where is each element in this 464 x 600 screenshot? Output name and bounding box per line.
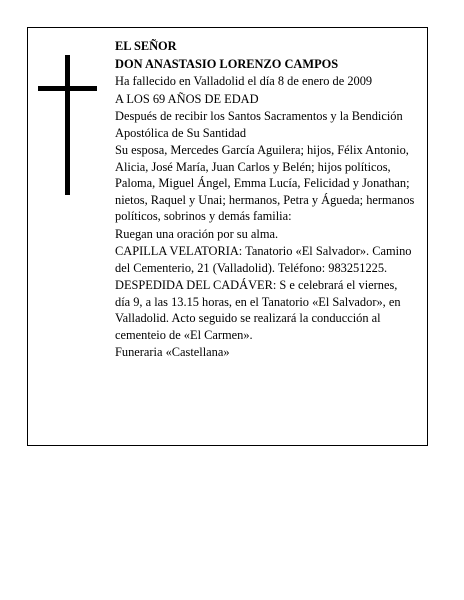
cross-horizontal-bar xyxy=(38,86,97,91)
cross-vertical-bar xyxy=(65,55,70,195)
obituary-text xyxy=(115,38,415,362)
honorific-title: EL SEÑOR xyxy=(115,39,177,53)
chapel-info: CAPILLA VELATORIA: Tanatorio «El Salvador». Camino del Cementerio, 21 (Valladolid). Teléfono: 983251225. xyxy=(115,244,412,275)
age-line: A LOS 69 AÑOS DE EDAD xyxy=(115,91,259,106)
family-list: Su esposa, Mercedes García Aguilera; hijos, Félix Antonio, Alicia, José María, Juan Carlos y Belén; hijos políticos, Paloma, Miguel Ángel, Emma Lucía, Felicidad y Jonathan; nietos, Raquel y Unai; hermanos, Petra y Águeda; hermanos políticos, sobrinos y demás familia: xyxy=(115,143,415,223)
sacraments-line: Después de recibir los Santos Sacramentos y la Bendición Apostólica de Su Santidad xyxy=(115,109,403,140)
prayer-request: Ruegan una oración por su alma. xyxy=(115,226,279,241)
deceased-name: DON ANASTASIO LORENZO CAMPOS xyxy=(115,56,339,71)
funeral-home: Funeraria «Castellana» xyxy=(115,345,230,359)
farewell-info: DESPEDIDA DEL CADÁVER: S e celebrará el viernes, día 9, a las 13.15 horas, en el Tanatorio «El Salvador», en Valladolid. Acto seguido se realizará la conducción al cementeio de «El Carmen». xyxy=(115,278,401,342)
death-announcement: Ha fallecido en Valladolid el día 8 de enero de 2009 xyxy=(115,74,373,88)
